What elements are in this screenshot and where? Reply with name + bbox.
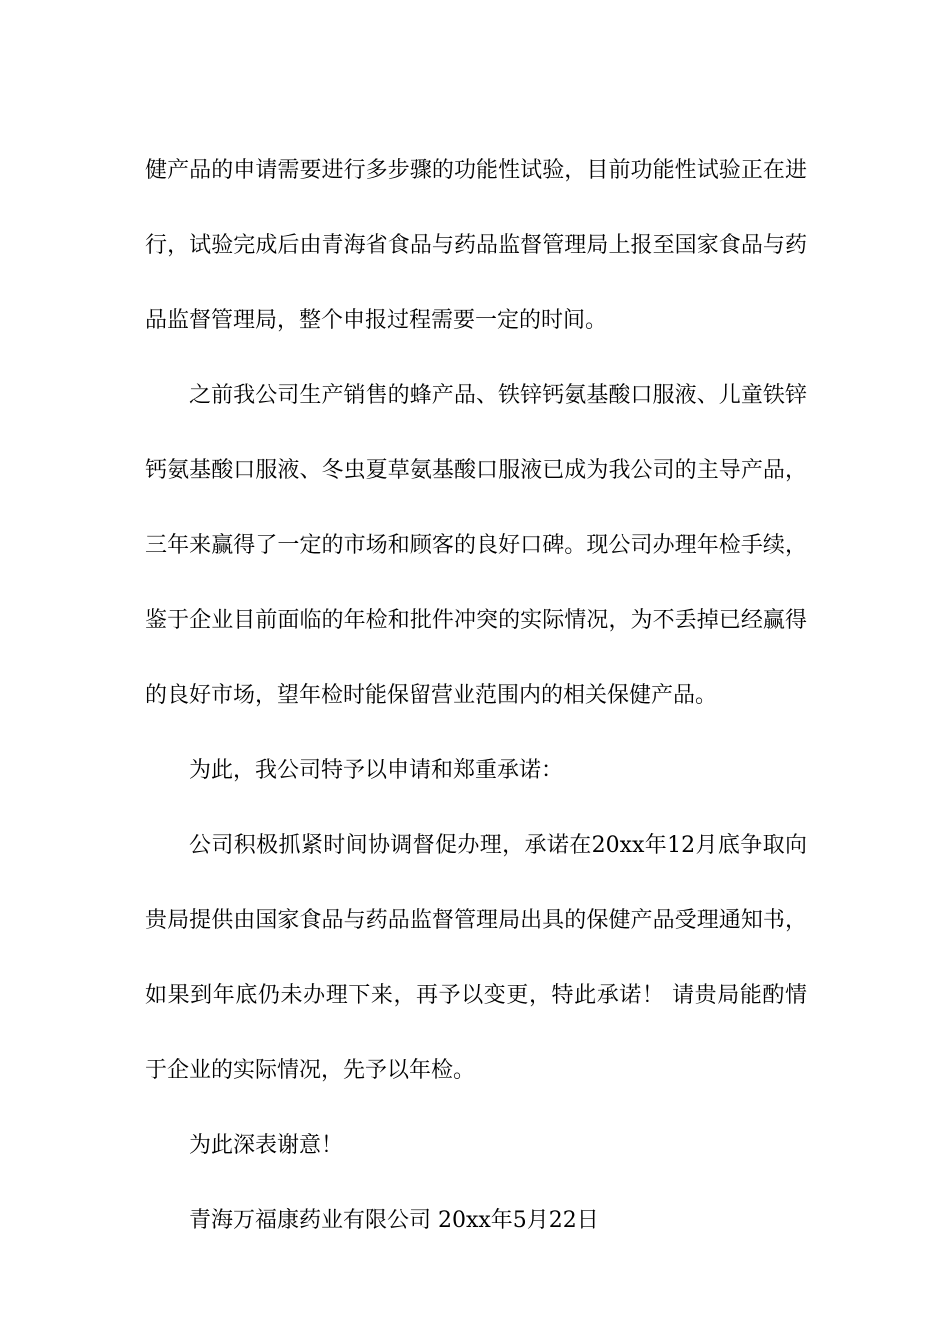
paragraph-application: 为此，我公司特予以申请和郑重承诺： [189, 758, 564, 783]
signature-line: 青海万福康药业有限公司 20xx年5月22日 [189, 1208, 599, 1233]
paragraph-commitment: 公司积极抓紧时间协调督促办理，承诺在20xx年12月底争取向贵局提供由国家食品与药品监督管理局出具的保健产品受理通知书，如果到年底仍未办理下来，再予以变更，特此承诺！ 请贵局能酌情于企业的实际情况，先予以年检。 [145, 833, 807, 1083]
paragraph-products: 之前我公司生产销售的蜂产品、铁锌钙氨基酸口服液、儿童铁锌钙氨基酸口服液、冬虫夏草氨基酸口服液已成为我公司的主导产品，三年来赢得了一定的市场和顾客的良好口碑。现公司办理年检手续，鉴于企业目前面临的年检和批件冲突的实际情况，为不丢掉已经赢得的良好市场，望年检时能保留营业范围内的相关保健产品。 [145, 383, 807, 708]
paragraph-thanks: 为此深表谢意！ [189, 1133, 344, 1158]
document-body [145, 133, 807, 1258]
paragraph-continuation: 健产品的申请需要进行多步骤的功能性试验，目前功能性试验正在进行，试验完成后由青海省食品与药品监督管理局上报至国家食品与药品监督管理局，整个申报过程需要一定的时间。 [145, 158, 807, 333]
